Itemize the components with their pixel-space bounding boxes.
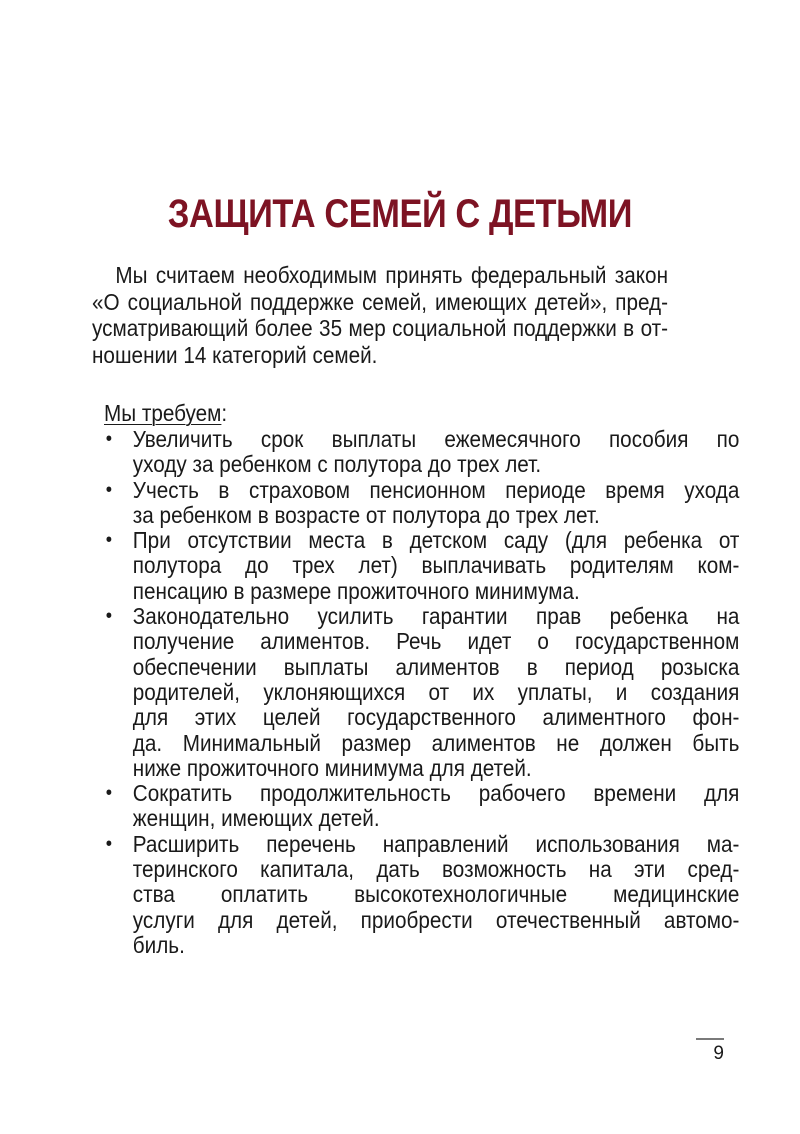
demands-heading-colon: : [221, 400, 228, 426]
list-item [104, 528, 739, 604]
list-item [104, 832, 739, 958]
list-item-line: уходу за ребенком с полутора до трех лет. [132, 451, 542, 478]
demands-heading [104, 400, 227, 426]
page-title: ЗАЩИТА СЕМЕЙ С ДЕТЬМИ [167, 192, 633, 236]
intro-line: Мы считаем необходимым принять федеральный закон [115, 262, 668, 288]
list-item-line: теринского капитала, дать возможность на эти сред- [132, 856, 740, 883]
page-number-rule [696, 1038, 724, 1040]
list-item-line: полутора до трех лет) выплачивать родителям ком- [132, 552, 740, 579]
list-item-line: женщин, имеющих детей. [132, 805, 380, 832]
demands-list [104, 427, 739, 958]
list-item-line: Законодательно усилить гарантии прав ребенка на [132, 603, 740, 630]
list-item-line: родителей, уклоняющихся от их уплаты, и создания [132, 678, 740, 705]
list-item-line: да. Минимальный размер алиментов не должен быть [132, 729, 740, 756]
bullet-icon: • [105, 478, 113, 501]
bullet-icon: • [105, 605, 113, 628]
list-item-line: получение алиментов. Речь идет о государственном [132, 628, 740, 655]
list-item [104, 604, 739, 781]
bullet-icon: • [105, 832, 113, 855]
list-item [104, 781, 739, 832]
bullet-icon: • [105, 782, 113, 805]
list-item-line: биль. [132, 931, 185, 958]
bullet-icon: • [105, 428, 113, 450]
list-item-line: Расширить перечень направлений использования ма- [132, 830, 740, 857]
list-item-line: для этих целей государственного алиментного фон- [132, 704, 740, 731]
list-item-line: за ребенком в возрасте от полутора до трех лет. [132, 501, 600, 528]
demands-heading-text: Мы требуем [104, 400, 222, 426]
list-item-line: ства оплатить высокотехнологичные медицинские [132, 881, 740, 908]
list-item-line: Сократить продолжительность рабочего времени для [132, 780, 740, 807]
bullet-icon: • [105, 529, 113, 552]
list-item-line: При отсутствии места в детском саду (для ребенка от [132, 527, 740, 554]
intro-paragraph [92, 262, 668, 368]
list-item-line: услуги для детей, приобрести отечественный автомо- [132, 906, 740, 933]
list-item-line: обеспечении выплаты алиментов в период розыска [132, 653, 740, 680]
intro-line: усматривающий более 35 мер социальной поддержки в от- [92, 315, 668, 341]
list-item-line: ниже прожиточного минимума для детей. [132, 754, 532, 781]
intro-line: ношении 14 категорий семей. [92, 341, 378, 368]
intro-line: «О социальной поддержке семей, имеющих детей», пред- [92, 288, 668, 315]
list-item-line: Увеличить срок выплаты ежемесячного пособия по [132, 426, 740, 452]
list-item [104, 427, 739, 478]
list-item-line: пенсацию в размере прожиточного минимума. [132, 577, 580, 604]
page-number: 9 [713, 1043, 724, 1064]
list-item-line: Учесть в страховом пенсионном периоде время ухода [132, 476, 740, 503]
list-item [104, 478, 739, 529]
